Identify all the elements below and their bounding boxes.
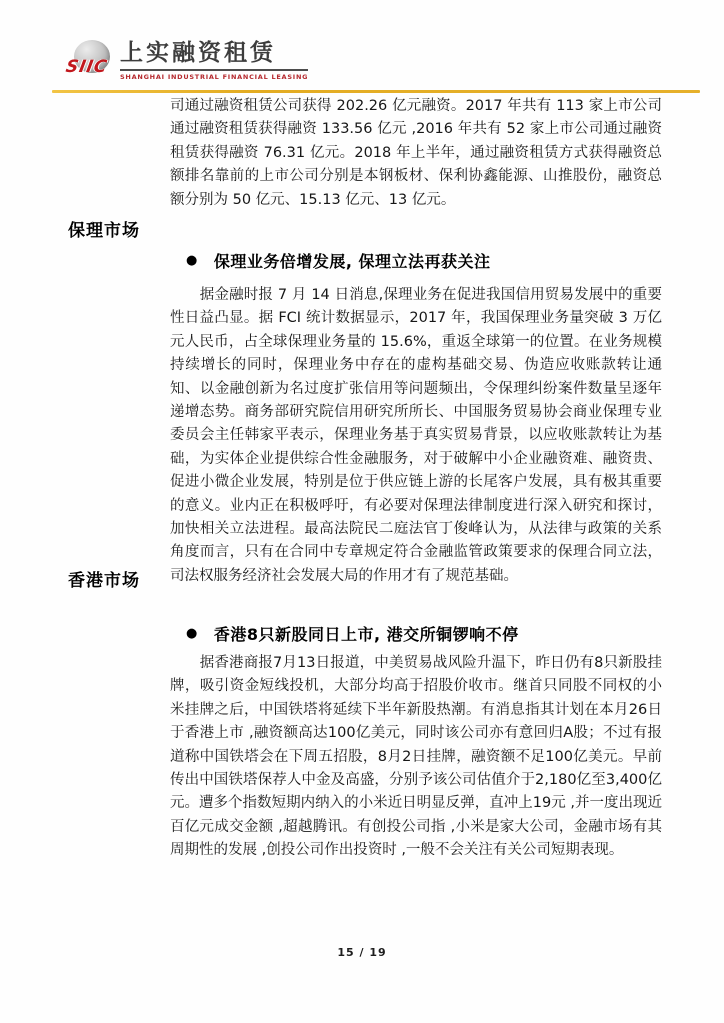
logo-mark [66,38,114,80]
siic-wordmark: SIIC [64,57,110,77]
article-title-text: 香港8只新股同日上市, 港交所铜锣响不停 [213,625,519,644]
article-title-hongkong [186,622,519,645]
intro-paragraph: 司通过融资租赁公司获得 202.26 亿元融资。2017 年共有 113 家上市公司通过融资租赁获得融资 133.56 亿元 ,2016 年共有 52 家上市公司通过融资租赁获得融资 76.31 亿元。2018 年上半年，通过融资租赁方式获得融资总额排名靠前的上市公司分别是本钢板材、保利协鑫能源、山推股份，融资总额分别为 50 亿元、15.13 亿元、13 亿元。 [170,98,662,208]
logo-text [120,38,308,81]
page-number: 15 / 19 [337,946,387,959]
article-title-text: 保理业务倍增发展, 保理立法再获关注 [213,252,491,271]
bullet-icon: ● [186,626,198,641]
bullet-icon: ● [186,253,198,268]
company-logo [66,38,308,81]
section-heading-factoring: 保理市场 [68,221,140,241]
company-name-en: SHANGHAI INDUSTRIAL FINANCIAL LEASING [120,73,309,81]
factoring-paragraph: 据金融时报 7 月 14 日消息,保理业务在促进我国信用贸易发展中的重要性日益凸显。据 FCI 统计数据显示，2017 年，我国保理业务量突破 3 万亿元人民币，占全球保理业务量的 15.6%，重返全球第一的位置。在业务规模持续增长的同时，保理业务中存在的虚构基础交易、伪造应收账款转让通知、以金融创新为名过度扩张信用等问题频出，令保理纠纷案件数量呈逐年递增态势。商务部研究院信用研究所所长、中国服务贸易协会商业保理专业委员会主任韩家平表示，保理业务基于真实贸易背景，以应收账款转让为基础，为实体企业提供综合性金融服务，对于破解中小企业融资难、融资贵、促进小微企业发展，特别是位于供应链上游的长尾客户发展，具有极其重要的意义。业内正在积极呼吁，有必要对保理法律制度进行深入研究和探讨，加快相关立法进程。最高法院民二庭法官丁俊峰认为，从法律与政策的关系角度而言，只有在合同中专章规定符合金融监管政策要求的保理合同立法，司法权服务经济社会发展大局的作用才有了规范基础。 [170,287,662,584]
hongkong-paragraph: 据香港商报7月13日报道，中美贸易战风险升温下，昨日仍有8只新股挂牌，吸引资金短线投机，大部分均高于招股价收市。继首只同股不同权的小米挂牌之后，中国铁塔将延续下半年新股热潮。有消息指其计划在本月26日于香港上市 ,融资额高达100亿美元，同时该公司亦有意回归A股；不过有报道称中国铁塔会在下周五招股，8月2日挂牌，融资额不足100亿美元。早前传出中国铁塔保荐人中金及高盛，分别予该公司估值介于2,180亿至3,400亿元。遭多个指数短期内纳入的小米近日明显反弹，直冲上19元 ,并一度出现近百亿元成交金额 ,超越腾讯。有创投公司指 ,小米是家大公司，金融市场有其周期性的发展 ,创投公司作出投资时 ,一般不会关注有关公司短期表现。 [170,655,662,859]
header-divider-rule [52,90,700,93]
article-title-factoring [186,249,491,272]
company-name-cn: 上实融资租赁 [120,42,308,71]
section-heading-hongkong: 香港市场 [68,571,140,591]
